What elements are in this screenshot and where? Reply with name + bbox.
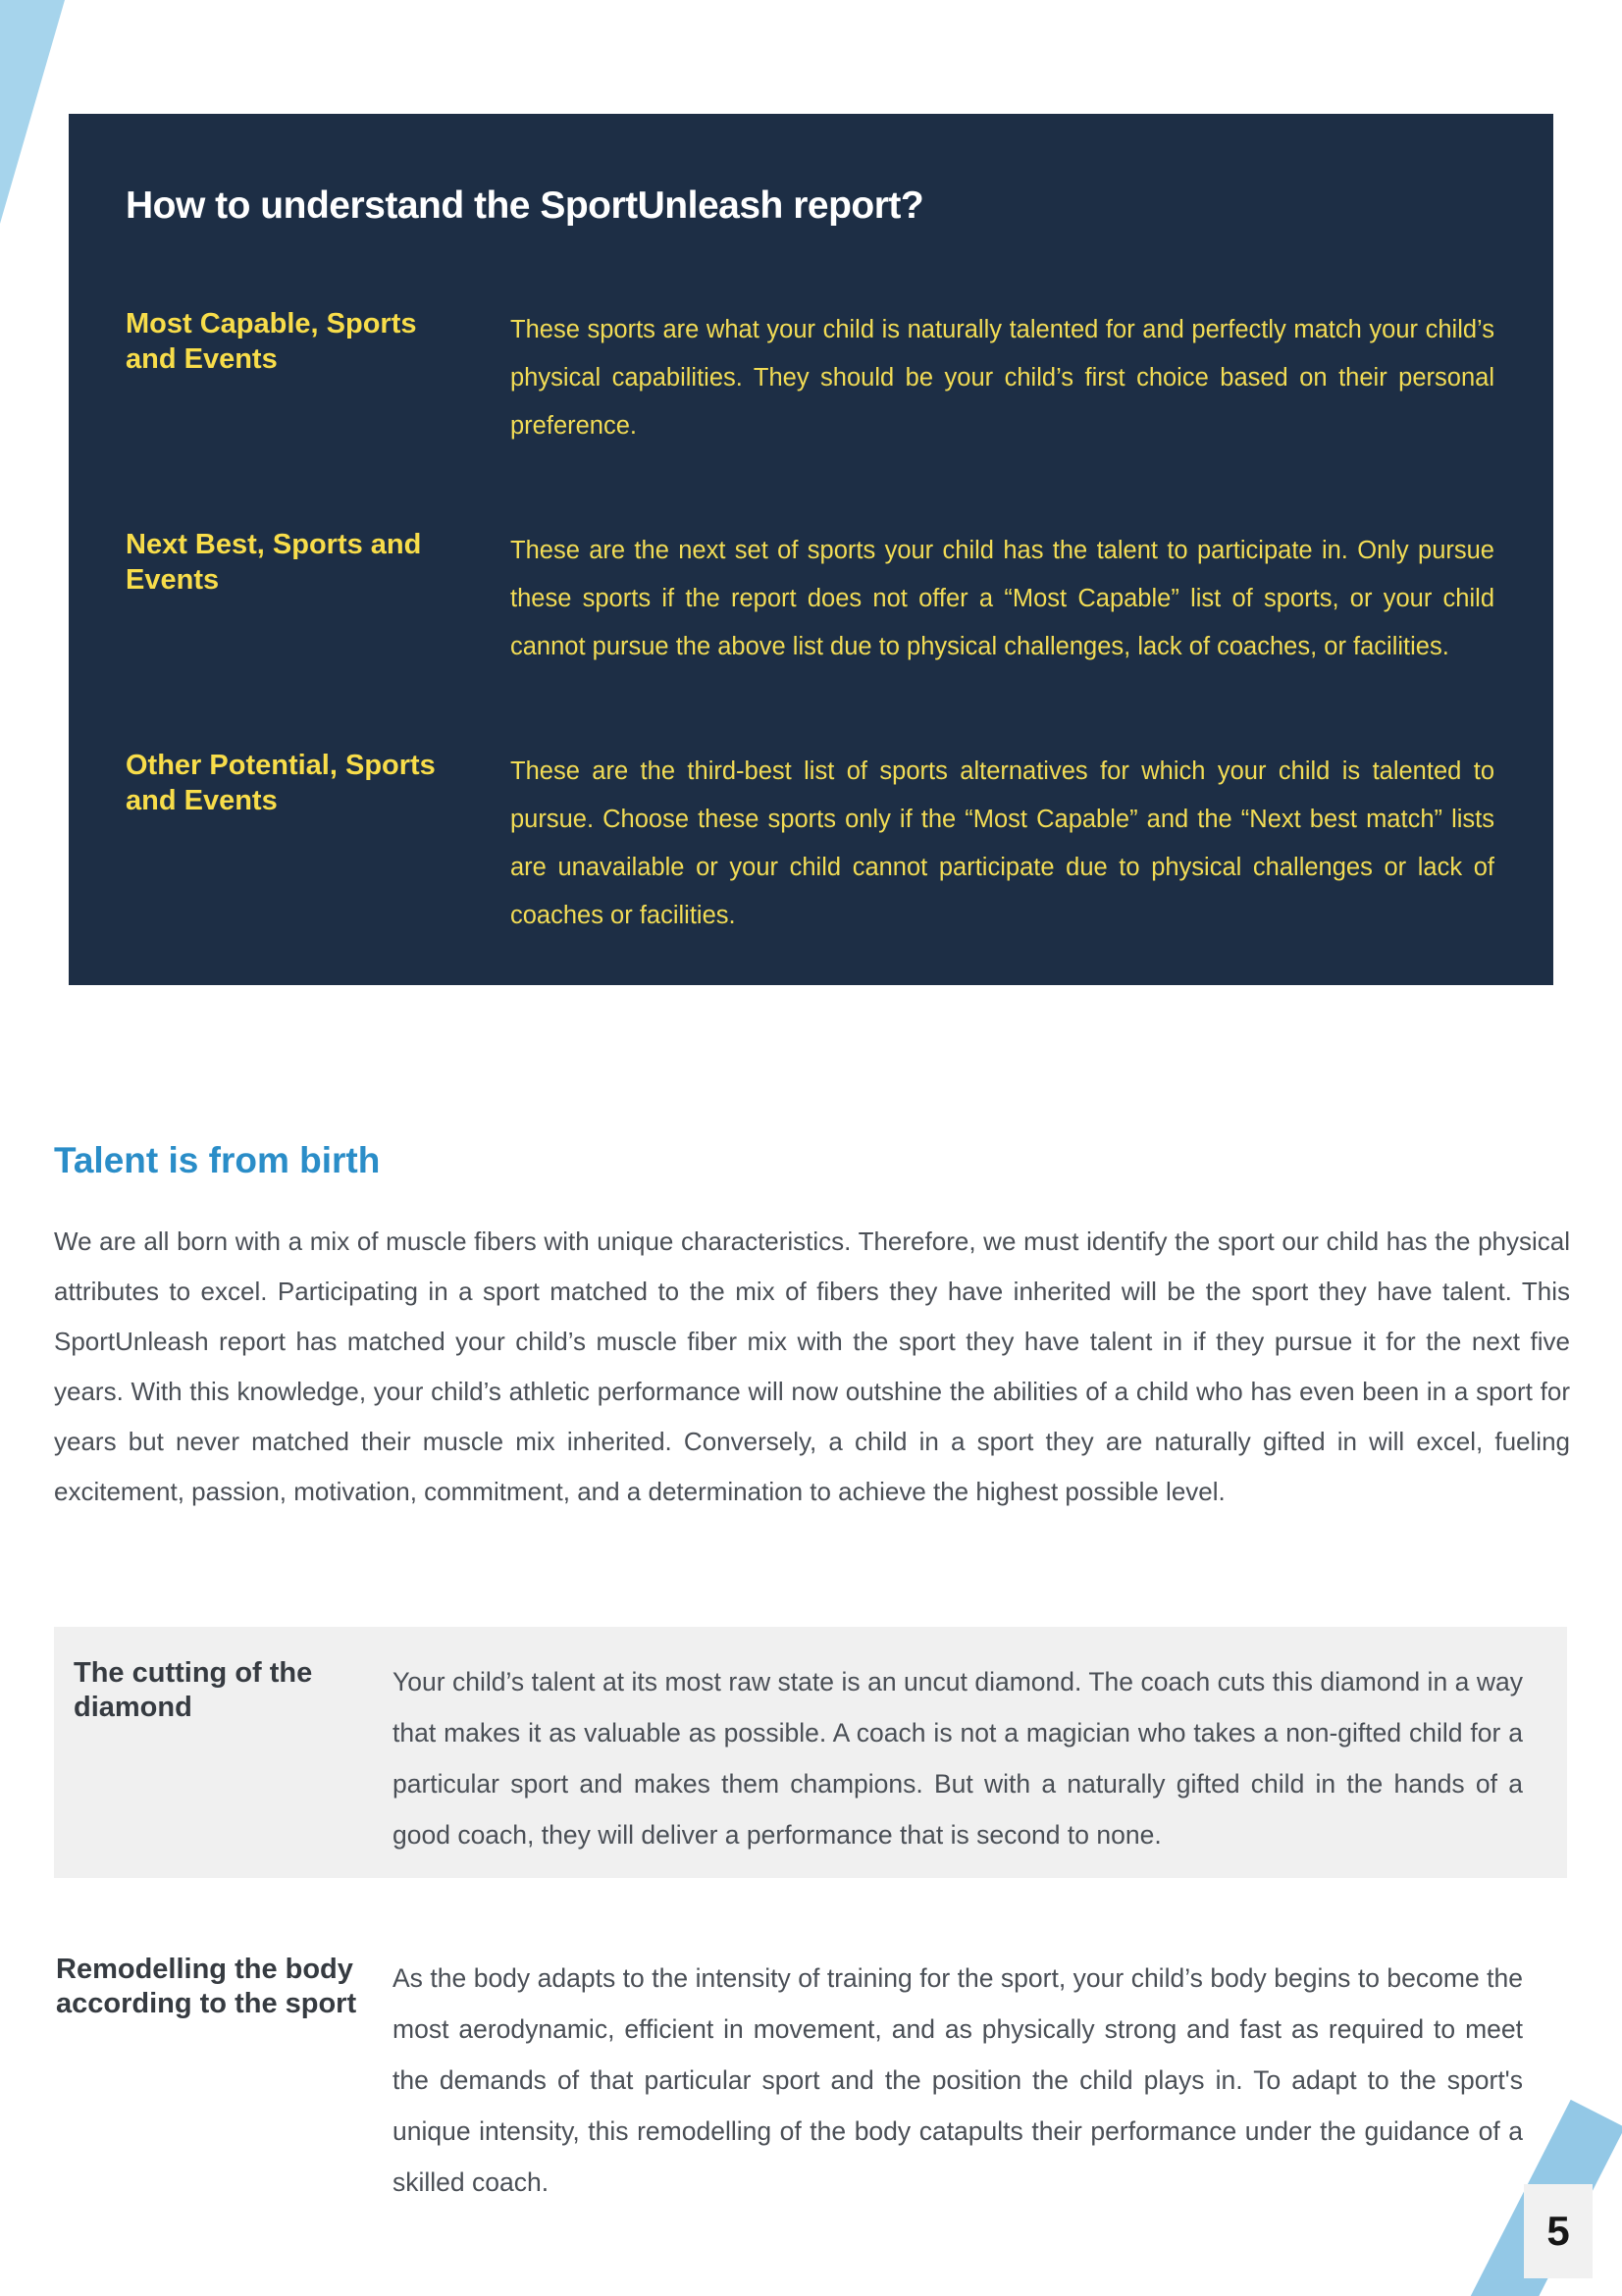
definition-label: Other Potential, Sports and Events: [126, 750, 436, 817]
page-number-badge: [1524, 2184, 1593, 2278]
report-box-title: How to understand the SportUnleash report?: [126, 184, 924, 227]
info-text: As the body adapts to the intensity of training for the sport, your child’s body begins to become the most aerodynamic, efficient in movement, and as physically strong and fast as required to meet the demands of that particular sport and the position the child plays in. To adapt to the sport's unique intensity, this remodelling of the body catapults their performance under the guidance of a skilled coach.: [392, 1963, 1523, 2197]
definition-text: These are the next set of sports your child has the talent to participate in. Only pursue these sports if the report does not offer a “Most Capable” list of sports, or your child cannot pursue the above list due to physical challenges, lack of coaches, or facilities.: [510, 537, 1494, 660]
info-row-remodelling-body: [54, 1953, 1567, 2208]
definition-row-most-capable: [126, 306, 1494, 450]
info-label: Remodelling the body according to the sport: [56, 1954, 357, 2020]
definition-row-next-best: [126, 527, 1494, 671]
info-row-cutting-diamond: [54, 1627, 1567, 1878]
definition-row-other-potential: [126, 748, 1494, 940]
corner-accent-top-left: [0, 0, 65, 224]
info-text: Your child’s talent at its most raw state is an uncut diamond. The coach cuts this diamond in a way that makes it as valuable as possible. A coach is not a magician who takes a non-gifted child for a particular sport and makes them champions. But with a naturally gifted child in the hands of a good coach, they will deliver a performance that is second to none.: [392, 1667, 1523, 1850]
page-number: 5: [1546, 2208, 1570, 2254]
report-explainer-box: [69, 114, 1553, 985]
section-title-talent: Talent is from birth: [54, 1140, 381, 1180]
talent-paragraph: We are all born with a mix of muscle fibers with unique characteristics. Therefore, we must identify the sport our child has the physical attributes to excel. Participating in a sport matched to the mix of fibers they have inherited will be the sport they have talent. This SportUnleash report has matched your child’s muscle fiber mix with the sport they have talent in if they pursue it for the next five years. With this knowledge, your child’s athletic performance will now outshine the abilities of a child who has even been in a sport for years but never matched their muscle mix inherited. Conversely, a child in a sport they are naturally gifted in will excel, fueling excitement, passion, motivation, commitment, and a determination to achieve the highest possible level.: [54, 1226, 1570, 1506]
definition-label: Next Best, Sports and Events: [126, 529, 422, 597]
definition-label: Most Capable, Sports and Events: [126, 308, 417, 376]
definition-text: These sports are what your child is naturally talented for and perfectly match your child’s physical capabilities. They should be your child’s first choice based on their personal preference.: [510, 316, 1494, 440]
definition-text: These are the third-best list of sports alternatives for which your child is talented to pursue. Choose these sports only if the “Most Capable” and the “Next best match” lists are unavailable or your child cannot participate due to physical challenges or lack of coaches or facilities.: [510, 757, 1494, 929]
info-label: The cutting of the diamond: [74, 1657, 313, 1724]
